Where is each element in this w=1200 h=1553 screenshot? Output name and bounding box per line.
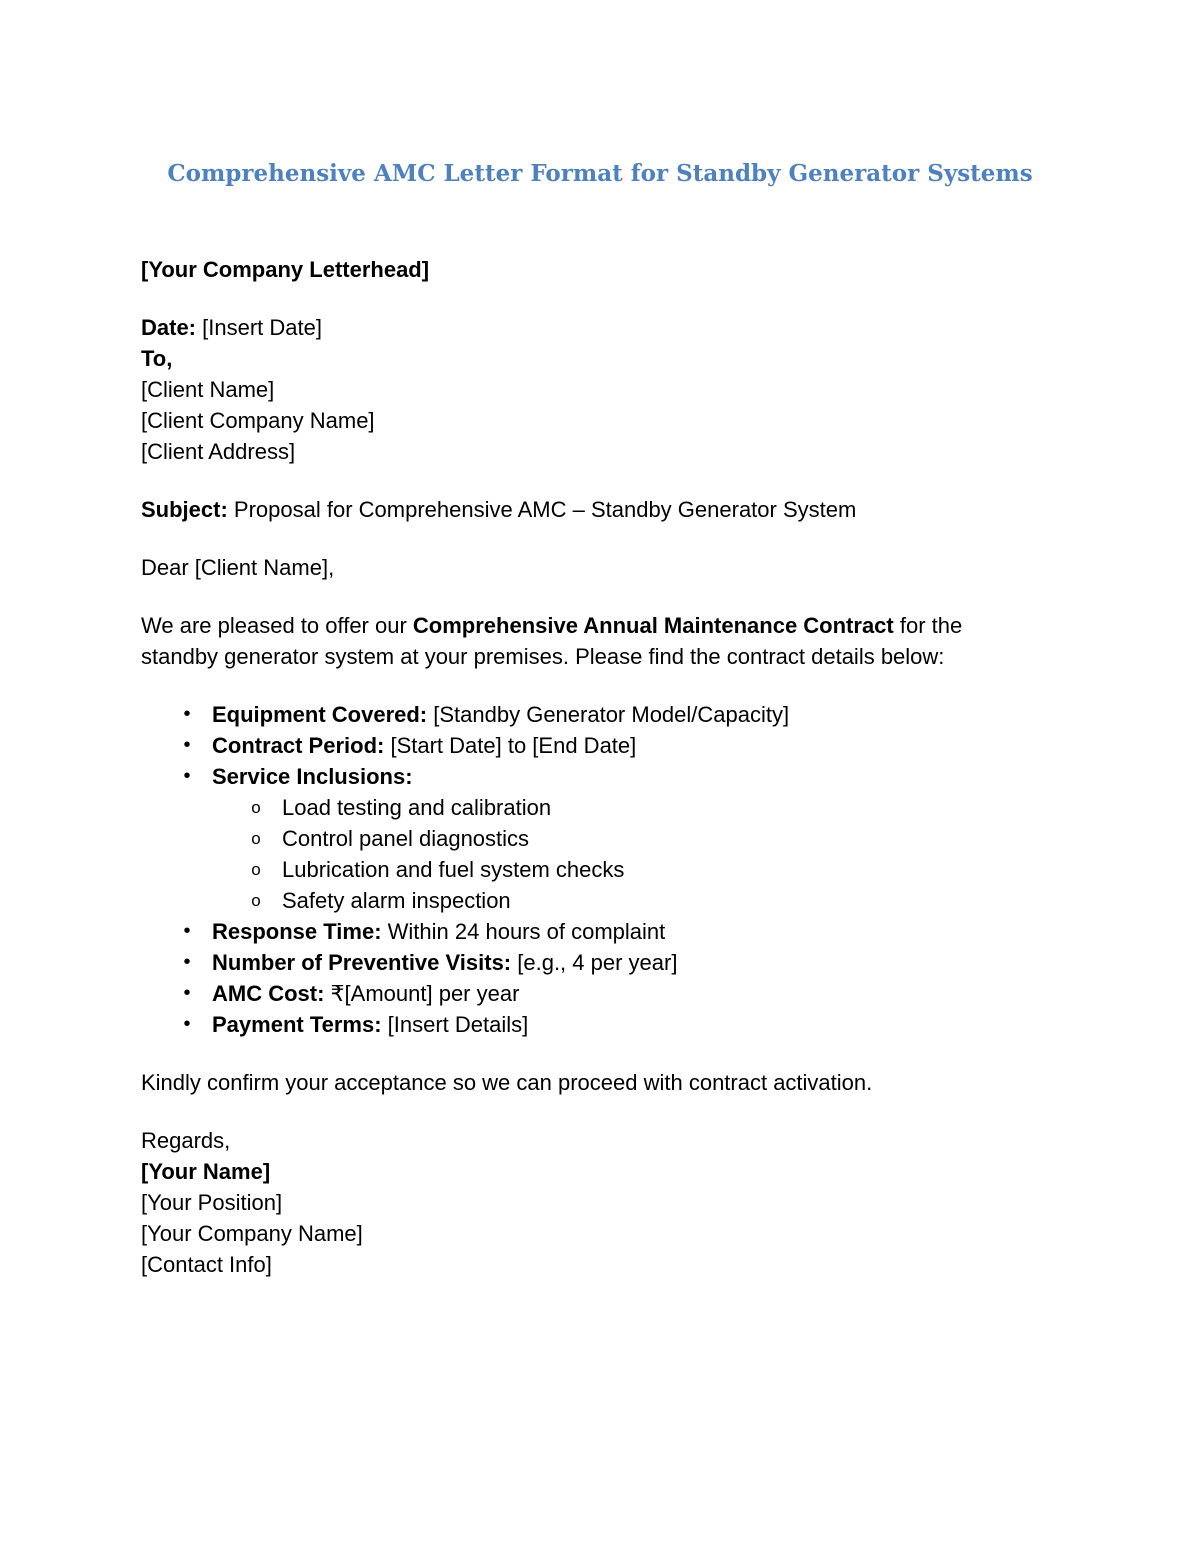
circle-bullet-icon: o [251,860,261,879]
date-line [141,312,1041,343]
signatory-name: [Your Name] [141,1159,271,1184]
letter-body [141,254,1041,1280]
regards: Regards, [141,1128,231,1153]
list-item [141,761,1041,916]
intro-text: We are pleased to offer our [141,613,413,638]
list-item [141,916,1041,947]
item-label: Response Time: [212,919,382,944]
intro-bold: Comprehensive Annual Maintenance Contract [412,613,894,638]
to-label: To, [141,346,173,371]
item-label: Service Inclusions: [212,764,413,789]
inclusion-text: Load testing and calibration [282,795,552,820]
circle-bullet-icon: o [251,798,261,817]
list-item [141,730,1041,761]
client-company: [Client Company Name] [141,408,375,433]
list-item [141,885,1041,916]
list-item [141,699,1041,730]
item-label: AMC Cost: [212,981,325,1006]
item-label: Equipment Covered: [212,702,428,727]
item-label: Payment Terms: [212,1012,382,1037]
inclusion-text: Lubrication and fuel system checks [282,857,625,882]
list-item [141,792,1041,823]
closing-text: Kindly confirm your acceptance so we can proceed with contract activation. [141,1070,873,1095]
signatory-position: [Your Position] [141,1190,283,1215]
circle-bullet-icon: o [251,829,261,848]
item-value: ₹[Amount] per year [324,981,520,1006]
service-inclusions-list [141,792,1041,916]
bullet-icon: • [183,703,191,725]
subject-label: Subject: [141,497,228,522]
list-item [141,823,1041,854]
item-value: [e.g., 4 per year] [511,950,678,975]
bullet-icon: • [183,734,191,756]
document-title: Comprehensive AMC Letter Format for Standby Generator Systems [167,160,1033,187]
intro-line-2: standby generator system at your premises. Please find the contract details below: [141,644,945,669]
item-value: [Insert Details] [381,1012,529,1037]
salutation: Dear [Client Name], [141,555,335,580]
item-value: [Start Date] to [End Date] [384,733,637,758]
date-value: [Insert Date] [196,315,322,340]
bullet-icon: • [183,982,191,1004]
subject-value: Proposal for Comprehensive AMC – Standby Generator System [227,497,857,522]
list-item [141,1009,1041,1040]
signatory-contact: [Contact Info] [141,1252,272,1277]
item-label: Contract Period: [212,733,385,758]
date-label: Date: [141,315,197,340]
list-item [141,947,1041,978]
item-value: Within 24 hours of complaint [381,919,666,944]
inclusion-text: Control panel diagnostics [282,826,530,851]
contract-details-list [141,699,1041,1040]
intro-line-1 [141,610,1041,641]
bullet-icon: • [183,1013,191,1035]
letterhead: [Your Company Letterhead] [141,257,430,282]
subject-line [141,494,1041,525]
circle-bullet-icon: o [251,891,261,910]
client-name: [Client Name] [141,377,275,402]
inclusion-text: Safety alarm inspection [282,888,511,913]
item-value: [Standby Generator Model/Capacity] [427,702,790,727]
bullet-icon: • [183,765,191,787]
signatory-company: [Your Company Name] [141,1221,363,1246]
item-label: Number of Preventive Visits: [212,950,512,975]
bullet-icon: • [183,920,191,942]
client-address: [Client Address] [141,439,296,464]
intro-text-end: for the [893,613,963,638]
list-item [141,978,1041,1009]
list-item [141,854,1041,885]
bullet-icon: • [183,951,191,973]
